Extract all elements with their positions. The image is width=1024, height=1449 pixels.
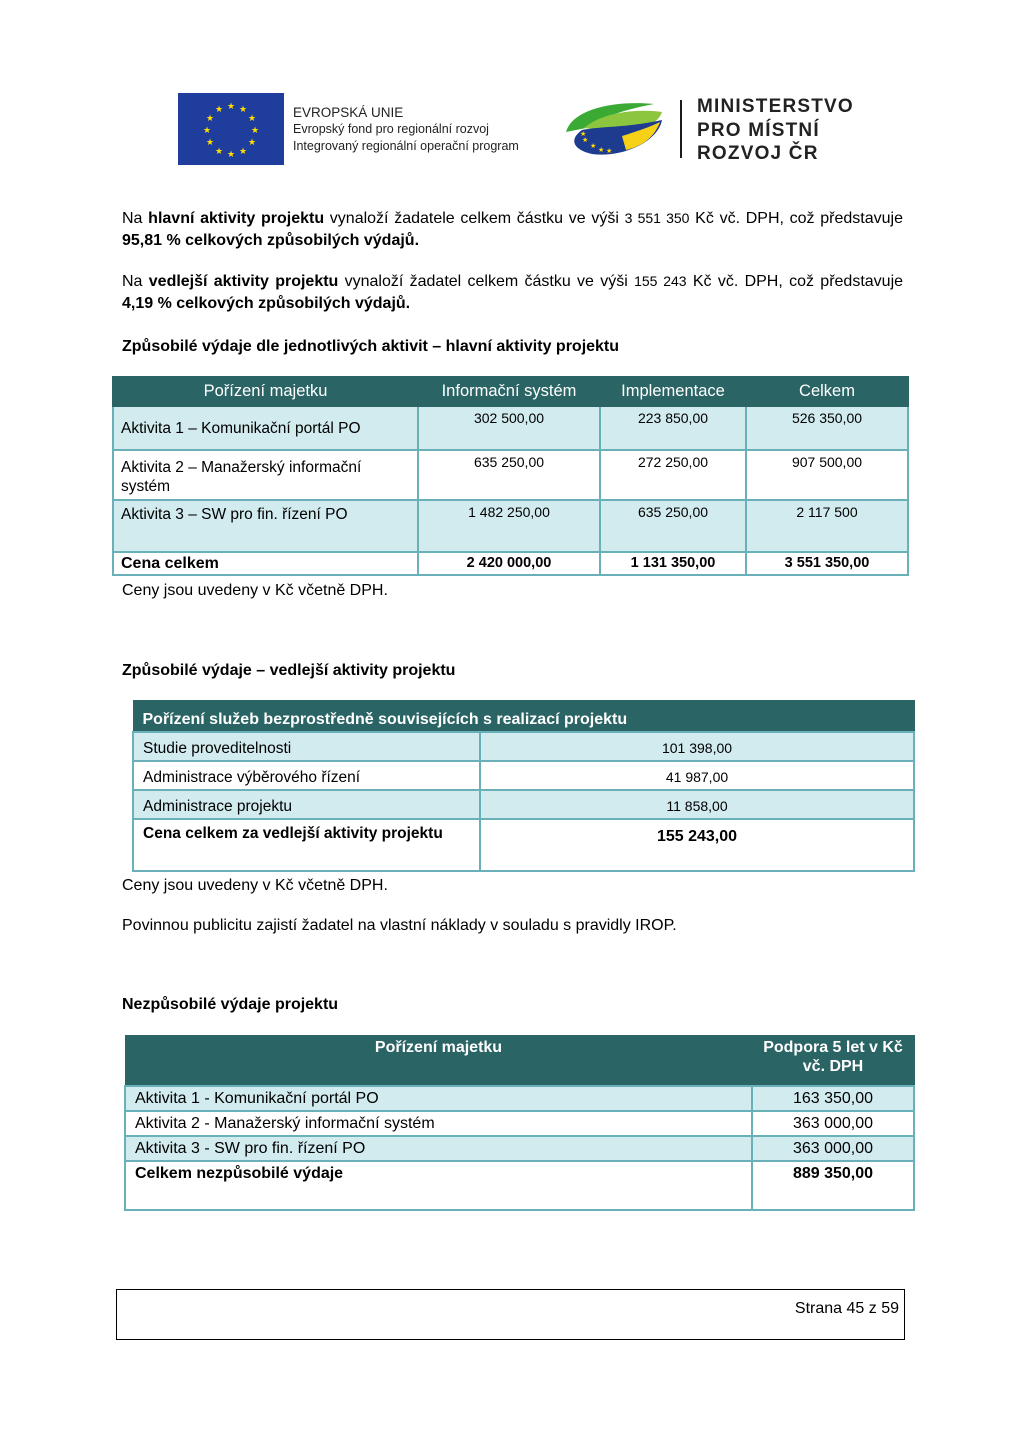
svg-text:★: ★ bbox=[582, 136, 589, 144]
row-label: Aktivita 3 – SW pro fin. řízení PO bbox=[113, 500, 418, 552]
cell-info: 635 250,00 bbox=[418, 450, 600, 500]
row-label: Aktivita 2 - Manažerský informační systém bbox=[125, 1111, 752, 1136]
eu-fund-label: Evropský fond pro regionální rozvoj bbox=[293, 122, 489, 136]
text-segment: Kč vč. DPH, což představuje bbox=[689, 210, 903, 227]
text-segment: vynaloží žadatel celkem částku ve výši bbox=[338, 273, 635, 290]
secondary-activities-table bbox=[132, 700, 915, 872]
amount-main: 3 551 350 bbox=[624, 210, 690, 226]
svg-text:★: ★ bbox=[202, 126, 212, 136]
svg-text:★: ★ bbox=[250, 126, 260, 136]
price-note: Ceny jsou uvedeny v Kč včetně DPH. bbox=[122, 582, 388, 599]
row-value: 155 243,00 bbox=[480, 819, 914, 871]
svg-text:★: ★ bbox=[205, 114, 215, 124]
eu-program-text bbox=[293, 104, 519, 155]
table-row bbox=[133, 732, 914, 761]
column-header: Celkem bbox=[746, 377, 908, 406]
row-value: 363 000,00 bbox=[752, 1111, 914, 1136]
cell-impl: 223 850,00 bbox=[600, 406, 746, 450]
row-label: Administrace výběrového řízení bbox=[133, 761, 480, 790]
row-label: Cena celkem bbox=[113, 552, 418, 575]
page-footer bbox=[116, 1289, 905, 1340]
column-header: Informační systém bbox=[418, 377, 600, 406]
row-label: Aktivita 1 - Komunikační portál PO bbox=[125, 1086, 752, 1111]
svg-text:★: ★ bbox=[214, 105, 224, 115]
table-total-row bbox=[133, 819, 914, 871]
text-segment: Na bbox=[122, 273, 149, 290]
column-header: Pořízení služeb bezprostředně souvisejících s realizací projektu bbox=[133, 701, 914, 733]
table-row bbox=[113, 406, 908, 450]
cell-total: 526 350,00 bbox=[746, 406, 908, 450]
svg-text:★: ★ bbox=[247, 138, 257, 148]
table-row bbox=[113, 450, 908, 500]
svg-text:★: ★ bbox=[238, 147, 248, 157]
table-total-row bbox=[113, 552, 908, 575]
bold-phrase: hlavní aktivity projektu bbox=[148, 210, 325, 227]
row-value: 101 398,00 bbox=[480, 732, 914, 761]
ministry-line-3: ROZVOJ ČR bbox=[697, 143, 819, 164]
column-header: Pořízení majetku bbox=[125, 1036, 752, 1086]
svg-text:★: ★ bbox=[590, 142, 597, 150]
eu-label: EVROPSKÁ UNIE bbox=[293, 105, 404, 120]
eu-stars-icon bbox=[178, 93, 284, 165]
column-header: Podpora 5 let v Kč vč. DPH bbox=[752, 1036, 914, 1086]
intro-paragraph-2 bbox=[122, 270, 903, 315]
text-segment: Na bbox=[122, 210, 149, 227]
bold-phrase: vedlejší aktivity projektu bbox=[148, 273, 339, 290]
ministry-line-1: MINISTERSTVO bbox=[697, 96, 854, 117]
section-title-ineligible: Nezpůsobilé výdaje projektu bbox=[122, 996, 339, 1013]
cell-impl: 1 131 350,00 bbox=[600, 552, 746, 575]
row-label: Studie proveditelnosti bbox=[133, 732, 480, 761]
cell-info: 2 420 000,00 bbox=[418, 552, 600, 575]
section-title-main: Způsobilé výdaje dle jednotlivých aktivit – hlavní aktivity projektu bbox=[122, 338, 620, 355]
table-row bbox=[125, 1111, 914, 1136]
table-row bbox=[133, 761, 914, 790]
column-header: Implementace bbox=[600, 377, 746, 406]
row-value: 41 987,00 bbox=[480, 761, 914, 790]
bold-percentage: 4,19 % celkových způsobilých výdajů. bbox=[122, 295, 411, 312]
svg-text:★: ★ bbox=[606, 147, 613, 155]
row-label: Cena celkem za vedlejší aktivity projektu bbox=[133, 819, 480, 871]
amount-secondary: 155 243 bbox=[634, 273, 687, 289]
bold-percentage: 95,81 % celkových způsobilých výdajů. bbox=[122, 232, 420, 249]
row-value: 889 350,00 bbox=[752, 1161, 914, 1210]
text-segment: vynaloží žadatele celkem částku ve výši bbox=[324, 210, 625, 227]
ineligible-expenses-table bbox=[124, 1035, 915, 1211]
table-total-row bbox=[125, 1161, 914, 1210]
row-label: Aktivita 3 - SW pro fin. řízení PO bbox=[125, 1136, 752, 1161]
cell-info: 302 500,00 bbox=[418, 406, 600, 450]
ministry-name bbox=[697, 95, 854, 166]
row-label: Aktivita 2 – Manažerský informační systém bbox=[113, 450, 418, 500]
table-header-row bbox=[133, 701, 914, 733]
row-label: Aktivita 1 – Komunikační portál PO bbox=[113, 406, 418, 450]
cell-impl: 272 250,00 bbox=[600, 450, 746, 500]
svg-text:★: ★ bbox=[247, 114, 257, 124]
header-divider bbox=[680, 100, 682, 158]
main-activities-table bbox=[112, 376, 909, 576]
publicity-note: Povinnou publicitu zajistí žadatel na vlastní náklady v souladu s pravidly IROP. bbox=[122, 917, 677, 934]
svg-text:★: ★ bbox=[205, 138, 215, 148]
cell-total: 907 500,00 bbox=[746, 450, 908, 500]
eu-flag-logo bbox=[178, 93, 284, 165]
svg-text:★: ★ bbox=[598, 146, 605, 154]
cell-total: 3 551 350,00 bbox=[746, 552, 908, 575]
row-label: Celkem nezpůsobilé výdaje bbox=[125, 1161, 752, 1210]
ministry-logo-icon bbox=[562, 98, 667, 160]
ministry-line-2: PRO MÍSTNÍ bbox=[697, 119, 820, 141]
table-row bbox=[125, 1136, 914, 1161]
svg-text:★: ★ bbox=[238, 105, 248, 115]
intro-paragraph-1 bbox=[122, 207, 903, 252]
cell-total: 2 117 500 bbox=[746, 500, 908, 552]
svg-text:★: ★ bbox=[580, 130, 587, 138]
table-row bbox=[133, 790, 914, 819]
price-note: Ceny jsou uvedeny v Kč včetně DPH. bbox=[122, 877, 388, 894]
row-value: 363 000,00 bbox=[752, 1136, 914, 1161]
table-row bbox=[113, 500, 908, 552]
text-segment: Kč vč. DPH, což představuje bbox=[686, 273, 904, 290]
table-header-row bbox=[113, 377, 908, 406]
row-value: 163 350,00 bbox=[752, 1086, 914, 1111]
svg-text:★: ★ bbox=[214, 147, 224, 157]
svg-text:★: ★ bbox=[226, 150, 236, 160]
table-row bbox=[125, 1086, 914, 1111]
column-header: Pořízení majetku bbox=[113, 377, 418, 406]
section-title-secondary: Způsobilé výdaje – vedlejší aktivity projektu bbox=[122, 662, 456, 679]
cell-impl: 635 250,00 bbox=[600, 500, 746, 552]
cell-info: 1 482 250,00 bbox=[418, 500, 600, 552]
row-value: 11 858,00 bbox=[480, 790, 914, 819]
svg-text:★: ★ bbox=[226, 102, 236, 112]
page-number: Strana 45 z 59 bbox=[794, 1300, 899, 1317]
row-label: Administrace projektu bbox=[133, 790, 480, 819]
irop-label: Integrovaný regionální operační program bbox=[293, 139, 519, 153]
table-header-row bbox=[125, 1036, 914, 1086]
